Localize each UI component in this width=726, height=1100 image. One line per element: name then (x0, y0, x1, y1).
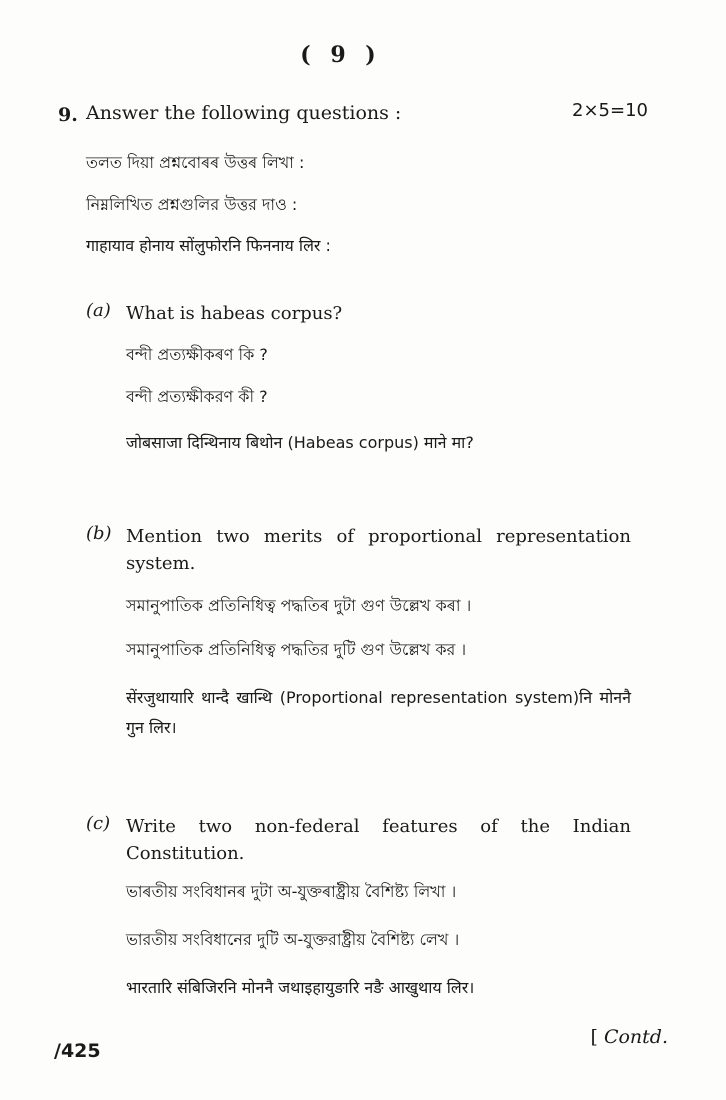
translation-assamese: সমানুপাতিক প্ৰতিনিধিত্ব পদ্ধতিৰ দুটা গুণ উল্লেখ কৰা । (126, 596, 472, 615)
translation-bodo: सेंरजुथायारि थान्दै खान्थि (Proportional representation system)नि मोननै गुन लिर। (126, 688, 631, 737)
question-marks: 2×5=10 (572, 100, 648, 121)
continued-marker (590, 1026, 668, 1048)
subquestion-label: (b) (86, 523, 112, 544)
page-number: ( 9 ) (300, 42, 382, 68)
subquestion-text: What is habeas corpus? (126, 303, 343, 324)
question-header (58, 102, 648, 132)
question-prompt: Answer the following questions : (86, 102, 402, 124)
intro-translation-bengali: নিম্নলিখিত প্রশ্নগুলির উত্তর দাও : (86, 195, 298, 214)
intro-translation-assamese: তলত দিয়া প্ৰশ্নবোৰৰ উত্তৰ লিখা : (86, 153, 305, 172)
paper-code: /425 (54, 1040, 101, 1062)
translation-assamese: বন্দী প্ৰত্যক্ষীকৰণ কি ? (126, 345, 268, 364)
intro-translation-bodo: गाहायाव होनाय सोंलुफोरनि फिननाय लिर : (86, 236, 331, 255)
translation-assamese: ভাৰতীয় সংবিধানৰ দুটা অ-যুক্তৰাষ্ট্ৰীয় বৈশিষ্ট্য লিখা । (126, 882, 457, 901)
continued-bracket: [ (590, 1026, 598, 1048)
subquestion-text: Mention two merits of proportional representation system. (126, 526, 631, 574)
continued-text: Contd. (603, 1026, 668, 1048)
translation-bengali: বন্দী প্রত্যক্ষীকরণ কী ? (126, 387, 268, 406)
translation-bengali: ভারতীয় সংবিধানের দুটি অ-যুক্তরাষ্ট্রীয় বৈশিষ্ট্য লেখ । (126, 930, 460, 949)
translation-bodo: भारतारि संबिजिरनि मोननै जथाइहायुङारि नङै आखुथाय लिर। (126, 978, 475, 997)
question-number: 9. (58, 104, 78, 126)
translation-bengali: সমানুপাতিক প্রতিনিধিত্ব পদ্ধতির দুটি গুণ উল্লেখ কর । (126, 640, 467, 659)
translation-bodo: जोबसाजा दिन्थिनाय बिथोन (Habeas corpus) माने मा? (126, 433, 474, 452)
subquestion-label: (c) (86, 813, 111, 834)
subquestion-label: (a) (86, 300, 111, 321)
subquestion-text: Write two non-federal features of the Indian Constitution. (126, 816, 631, 864)
